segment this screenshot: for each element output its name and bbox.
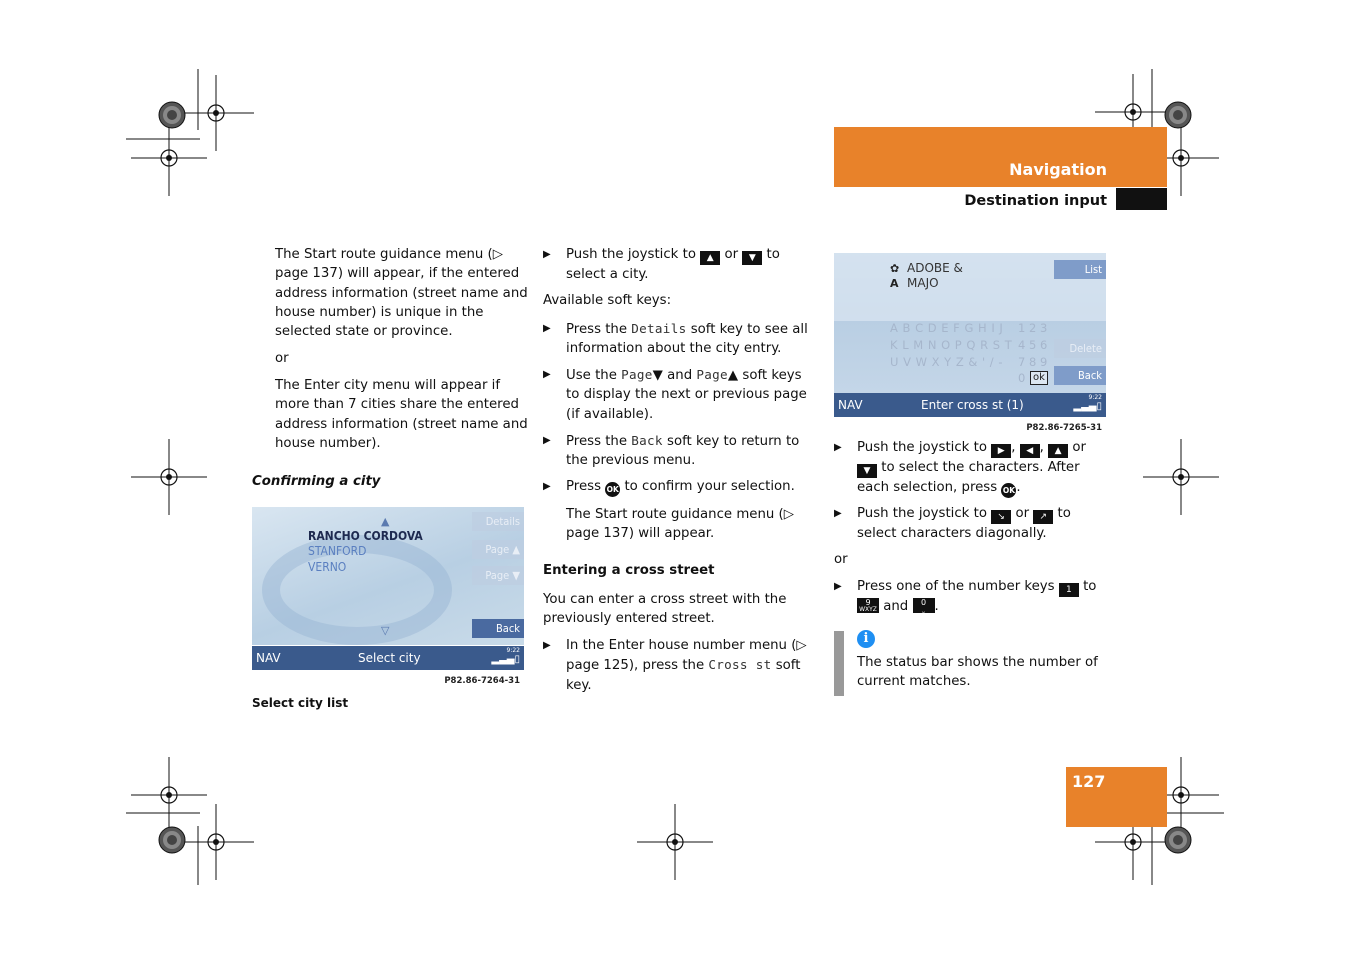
step-text: soft key to return to the previous menu. — [566, 434, 800, 469]
instruction-step — [543, 636, 818, 695]
bullet-icon: ▶ — [543, 435, 551, 446]
softkey-label: Back — [631, 433, 663, 448]
step-text: Push the joystick to — [566, 247, 696, 262]
rosette-icon — [159, 827, 185, 853]
enter-cross-street-screen — [834, 253, 1106, 435]
or-text: or — [275, 351, 289, 366]
soft-keys-label: Available soft keys: — [543, 293, 672, 308]
bullet-icon: ▶ — [834, 442, 842, 453]
step-text: In the Enter house number menu (▷ page 125), press the — [566, 638, 807, 674]
softkey-label: Cross st — [708, 657, 772, 673]
step-text: Push the joystick to — [857, 440, 987, 455]
instruction-step — [543, 245, 818, 284]
city-list-item[interactable]: VERNO — [308, 560, 347, 574]
joystick-down-icon: ▼ — [742, 251, 762, 265]
crop-mark-icon — [131, 757, 207, 833]
city-list-item[interactable]: RANCHO CORDOVA — [308, 529, 423, 543]
arrow-up-icon: ▲ — [381, 515, 390, 528]
number-row[interactable]: 0 — [1018, 371, 1026, 385]
ok-button-icon: OK — [605, 482, 620, 497]
figure-code: P82.86-7264-31 — [444, 676, 520, 686]
status-nav: NAV — [256, 651, 281, 665]
step-text: Press — [566, 479, 601, 494]
section-heading: Confirming a city — [252, 474, 381, 489]
crop-mark-icon — [178, 75, 254, 151]
step-text: or — [1015, 506, 1030, 521]
page-number: 127 — [1072, 772, 1106, 791]
bullet-icon: ▶ — [543, 369, 551, 380]
select-city-screen — [252, 507, 524, 689]
rosette-icon — [159, 102, 185, 128]
instruction-step — [543, 365, 818, 424]
crop-mark-icon — [1143, 439, 1219, 515]
signal-icon: ▂▃▄▯ — [491, 654, 520, 665]
figure-code: P82.86-7265-31 — [1026, 423, 1102, 433]
back-softkey[interactable]: Back — [472, 619, 524, 638]
step-text: and — [883, 599, 909, 614]
entry-item[interactable]: MAJO — [907, 276, 939, 290]
subsection-bar — [1116, 188, 1167, 210]
instruction-step — [543, 319, 818, 359]
bullet-icon: ▶ — [543, 640, 551, 651]
status-title: Select city — [358, 651, 421, 665]
triangle-down-icon: ▼ — [652, 368, 663, 383]
number-key-9-icon: 9 WXYZ — [857, 598, 879, 613]
info-icon: i — [857, 630, 875, 648]
info-text: The status bar shows the number of current matches. — [857, 655, 1098, 690]
paragraph: You can enter a cross street with the previously entered street. — [543, 592, 787, 627]
joystick-up-icon: ▲ — [1048, 444, 1068, 458]
or-text: or — [834, 552, 848, 567]
page-up-softkey[interactable]: Page ▲ — [472, 540, 524, 559]
letter-a-icon: A — [890, 277, 899, 290]
crop-mark-icon — [131, 439, 207, 515]
step-text: Push the joystick to — [857, 506, 987, 521]
section-title: Navigation — [1009, 160, 1107, 179]
bullet-icon: ▶ — [834, 581, 842, 592]
step-result: The Start route guidance menu (▷ page 137) will appear. — [566, 507, 794, 542]
status-bar — [834, 393, 1106, 417]
joystick-diagonal-down-icon: ↘ — [991, 510, 1011, 524]
arrow-down-icon: ▽ — [381, 624, 390, 637]
instruction-step — [834, 504, 1109, 543]
step-text: Use the — [566, 368, 617, 383]
step-text: to select characters diagonally. — [857, 506, 1071, 541]
figure-caption: Select city list — [252, 696, 349, 710]
page-down-softkey[interactable]: Page ▼ — [472, 566, 524, 585]
softkey-label: Page — [696, 367, 728, 382]
status-nav: NAV — [838, 398, 863, 412]
step-text: to select a city. — [566, 247, 780, 282]
bullet-icon: ▶ — [834, 508, 842, 519]
number-row[interactable]: 1 2 3 — [1018, 321, 1048, 335]
step-text: to select the characters. After each selection, press — [857, 460, 1080, 495]
bullet-icon: ▶ — [543, 323, 551, 334]
section-heading: Entering a cross street — [543, 563, 715, 578]
instruction-step: ▶ Press one of the number keys 1 to 9 WXYZ and 0 ⎵ . — [834, 579, 1097, 614]
step-text: soft key to see all information about the city entry. — [566, 322, 808, 357]
char-row[interactable]: K L M N O P Q R S T — [890, 338, 1013, 352]
joystick-down-icon: ▼ — [857, 464, 877, 478]
crop-mark-icon — [637, 804, 713, 880]
step-text: Press one of the number keys — [857, 579, 1055, 594]
ok-button-icon: OK — [1001, 483, 1016, 498]
triangle-up-icon: ▲ — [727, 368, 739, 383]
details-softkey[interactable]: Details — [472, 512, 524, 531]
paragraph: The Start route guidance menu (▷ page 137) will appear, if the entered address information (street name and house number) is unique in the selected state or province. — [275, 247, 528, 340]
rosette-icon — [1165, 102, 1191, 128]
step-text: soft keys to display the next or previous page (if available). — [566, 368, 807, 422]
softkey-label: Details — [631, 321, 687, 336]
signal-icon: ▂▃▄▯ — [1073, 401, 1102, 412]
bullet-icon: ▶ — [543, 481, 551, 492]
number-key-1-icon: 1 — [1059, 583, 1079, 597]
back-softkey[interactable]: Back — [1054, 366, 1106, 385]
crop-mark-icon — [178, 804, 254, 880]
status-time: 9:22 — [506, 647, 520, 654]
step-text: and — [667, 368, 693, 383]
step-text: to confirm your selection. — [624, 479, 795, 494]
delete-softkey[interactable]: Delete — [1054, 339, 1106, 358]
char-row[interactable]: U V W X Y Z & ' / - — [890, 355, 1003, 369]
step-text: to — [1083, 579, 1097, 594]
step-text: Press the — [566, 434, 628, 449]
softkey-label: Page — [621, 367, 653, 382]
instruction-step: ▶ Push the joystick to ▶ , ◀ , ▲ or ▼ to select the characters. After each selection, press OK. — [834, 438, 1109, 498]
number-row[interactable]: 7 8 9 — [1018, 355, 1048, 369]
entry-item[interactable]: ADOBE & — [907, 261, 963, 275]
step-text: Press the — [566, 322, 628, 337]
bullet-icon: ▶ — [543, 249, 551, 260]
star-icon: ✿ — [890, 262, 900, 275]
number-row[interactable]: 4 5 6 — [1018, 338, 1048, 352]
instruction-step — [543, 431, 818, 471]
instruction-step — [543, 477, 818, 497]
step-text: soft key. — [566, 658, 801, 693]
joystick-diagonal-up-icon: ↗ — [1033, 510, 1053, 524]
city-list-item[interactable]: STANFORD — [308, 544, 367, 558]
status-title: Enter cross st (1) — [921, 398, 1024, 412]
ok-key[interactable]: ok — [1030, 371, 1048, 385]
paragraph: The Enter city menu will appear if more than 7 cities share the entered address information (street name and house number). — [275, 378, 528, 451]
status-time: 9:22 — [1088, 394, 1102, 401]
crop-mark-icon — [131, 120, 207, 196]
step-text: or — [724, 247, 739, 262]
number-key-0-icon: 0 ⎵ — [913, 598, 935, 613]
joystick-up-icon: ▲ — [700, 251, 720, 265]
joystick-left-icon: ◀ — [1020, 444, 1040, 458]
rosette-icon — [1165, 827, 1191, 853]
list-softkey[interactable]: List — [1054, 260, 1106, 279]
subsection-title: Destination input — [964, 193, 1107, 209]
info-bar — [834, 631, 844, 696]
joystick-right-icon: ▶ — [991, 444, 1011, 458]
char-row[interactable]: A B C D E F G H I J — [890, 321, 1004, 335]
status-bar — [252, 646, 524, 670]
